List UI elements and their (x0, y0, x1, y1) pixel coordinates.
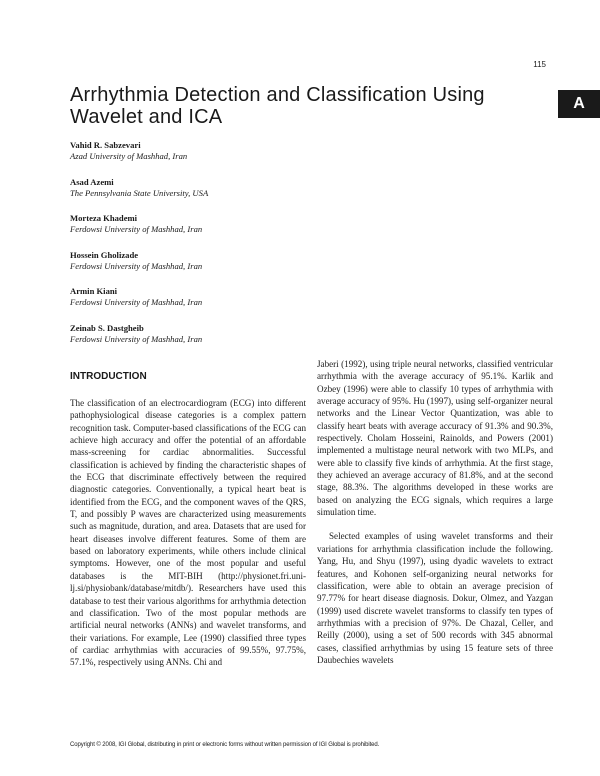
author-name: Morteza Khademi (70, 213, 138, 223)
intro-paragraph-3: Selected examples of using wavelet transforms and their variations for arrhythmia classification include the following. Yang, Hu, and Shyu (1997), using dyadic wavelets to extract features, and Kohonen self-organizing neural networks for classification, were able to obtain an average precision of 97.77% for heart disease diagnosis. Dokur, Olmez, and Yazgan (1999) used discrete wavelet transforms to classify ten types of arrhythmias with a precision of 97%. De Chazal, Celler, and Reilly (2000), using a set of 500 records with 345 abnormal cases, classified arrhythmias by using 15 feature sets of three Daubechies wavelets (317, 531, 553, 665)
section-heading: INTRODUCTION (70, 371, 147, 382)
author-entry (70, 140, 370, 177)
author-entry (70, 286, 370, 323)
author-affiliation: Ferdowsi University of Mashhad, Iran (70, 224, 203, 234)
author-affiliation: The Pennsylvania State University, USA (70, 187, 209, 198)
author-entry (70, 213, 370, 250)
author-affiliation: Azad University of Mashhad, Iran (70, 151, 188, 161)
intro-paragraph-1: The classification of an electrocardiogram (ECG) into different pathophysiological disease categories is a complex pattern recognition task. Computer-based classifications of the ECG can achieve high accuracy and offer the potential of an affordable mass-screening for cardiac abnormalities. Successful classification is achieved by finding the characteristic shapes of the ECG that discriminate effectively between the required diagnostic categories. Conventionally, a typical heart beat is identified from the ECG, and the component waves of the QRS, T, and possibly P waves are characterized using measurements such as magnitude, duration, and area. Datasets that are used for heart diseases involve different features. Some of them are based on laboratory experiments, while others include clinical symptoms. However, one of the most popular and useful databases is the MIT-BIH (http://physionet.fri.uni-lj.si/physiobank/database/mitdb/). Researchers have used this database to test their various algorithms for arrhythmia detection and classification. Two of the most popular methods are artificial neural networks (ANNs) and wavelet transforms, and their variations. For example, Lee (1990) classified three types of cardiac arrhythmias with accuracies of 99.55%, 97.75%, 57.1%, respectively using ANNs. Chi and (70, 398, 306, 668)
author-entry (70, 323, 370, 360)
author-name: Vahid R. Sabzevari (70, 140, 141, 150)
author-entry (70, 250, 370, 287)
right-column (317, 358, 553, 666)
author-affiliation: Ferdowsi University of Mashhad, Iran (70, 333, 203, 344)
author-name: Zeinab S. Dastgheib (70, 322, 144, 333)
author-entry (70, 177, 370, 214)
author-name: Armin Kiani (70, 286, 118, 296)
article-title: Arrhythmia Detection and Classification Using Wavelet and ICA (70, 84, 485, 128)
left-column (70, 358, 306, 669)
intro-paragraph-2: Jaberi (1992), using triple neural networks, classified ventricular arrhythmia with the average accuracy of 95.1%. Karlik and Ozbey (1996) were able to classify 10 types of arrhythmia with average accuracy of 95%. Hu (1997), using self-organizer neural networks and the Linear Vector Quantization, was able to classify heart beats with average accuracy of 91.3% and 90.3%, respectively. Cholam Hosseini, Rainolds, and Powers (2001) implemented a multistage neural network with two MLPs, and were able to classify five kinds of arrhythmia. At the first stage, they achieved an average accuracy of 81.8%, and at the second stage, 88.3%. The algorithms developed in these works are based on analyzing the ECG signals, which requires a large simulation time. (317, 359, 553, 518)
author-list (70, 140, 370, 359)
author-affiliation: Ferdowsi University of Mashhad, Iran (70, 297, 203, 307)
copyright-footer: Copyright © 2008, IGI Global, distributing in print or electronic forms without written permission of IGI Global is prohibited. (70, 742, 380, 748)
author-name: Asad Azemi (70, 176, 114, 187)
author-name: Hossein Gholizade (70, 249, 139, 260)
page-number: 115 (533, 60, 546, 69)
author-affiliation: Ferdowsi University of Mashhad, Iran (70, 260, 203, 271)
section-letter-tab: A (558, 90, 600, 118)
